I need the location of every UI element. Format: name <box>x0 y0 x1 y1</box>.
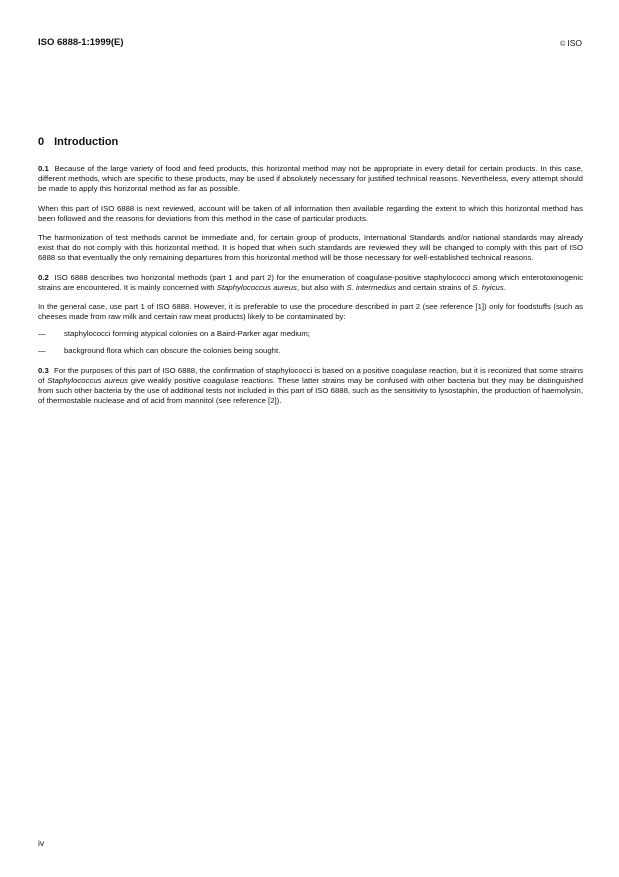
text-segment: In the general case, use part 1 of ISO 6888. However, it is preferable to use the procedure described in part 2 (see reference [1]) only for foodstuffs (such as cheeses made from raw milk and certain raw meat products) likely to be contaminated by: <box>38 302 583 321</box>
text-segment: . <box>503 282 506 292</box>
list-item-text: staphylococci forming atypical colonies on a Baird-Parker agar medium; <box>64 329 310 338</box>
copyright-org: ISO <box>567 38 582 48</box>
page-number: iv <box>38 838 45 848</box>
paragraph <box>38 204 583 224</box>
italic-term: S. hyicus <box>472 282 504 292</box>
document-body <box>38 164 583 415</box>
text-segment: Because of the large variety of food and feed products, this horizontal method may not be appropriate in every detail for certain products. In this case, different methods, which are specific to these products, may be used if absolutely necessary for justified technical reasons. Nevertheless, every attempt should be made to apply this horizontal method as far as possible. <box>38 164 583 193</box>
document-id: ISO 6888-1:1999(E) <box>38 37 124 48</box>
text-segment: and certain strains of <box>396 282 473 292</box>
list-item-text: background flora which can obscure the colonies being sought. <box>64 346 281 355</box>
list-item <box>38 346 583 356</box>
paragraph <box>38 273 583 293</box>
paragraph <box>38 233 583 263</box>
copyright-notice <box>560 38 582 48</box>
text-segment: ISO 6888 describes two horizontal methods (part 1 and part 2) for the enumeration of coagulase-positive staphylococci among which enterotoxinogenic strains are encountered. It is mainly concerned with <box>38 272 583 292</box>
paragraph <box>38 366 583 406</box>
text-segment: For the purposes of this part of ISO 6888, the confirmation of staphylococci is based on a positive coagulase reaction, but it is reconized that some strains of <box>38 365 584 385</box>
section-number: 0.3 <box>38 365 49 375</box>
list-item <box>38 329 583 339</box>
dash-bullet: — <box>38 329 46 338</box>
italic-term: Staphylococcus aureus <box>216 282 297 292</box>
italic-term: S. intermedius <box>346 282 397 292</box>
paragraph <box>38 164 583 194</box>
section-number: 0.2 <box>38 272 49 282</box>
section-number: 0.1 <box>38 164 49 173</box>
italic-term: Staphylococcus aureus <box>47 375 129 385</box>
text-segment: give weakly positive coagulase reactions. These latter strains may be confused with other bacteria but they may be distinguished from such other bacteria by the use of additional tests not included in this part of ISO 6888, such as the sensitivity to lysostaphin, the production of haemolysin, of thermostable nuclease and of acid from mannitol (see reference [2]). <box>38 375 584 405</box>
text-segment: When this part of ISO 6888 is next reviewed, account will be taken of all information then available regarding the extent to which this horizontal method has been followed and the reasons for deviations from this method in the case of particular products. <box>38 203 583 223</box>
section-heading <box>38 136 118 148</box>
dash-bullet: — <box>38 346 46 355</box>
text-segment: The harmonization of test methods cannot be immediate and, for certain group of products, International Standards and/or national standards may already exist that do not comply with this horizontal method. It is hoped that when such standards are reviewed they will be changed to comply with this part of ISO 6888 so that eventually the only remaining departures from this horizontal method will be those necessary for well-established technical reasons. <box>38 233 583 262</box>
text-segment: , but also with <box>296 282 347 292</box>
copyright-symbol: © <box>560 41 566 48</box>
heading-number: 0 <box>38 136 45 148</box>
heading-title: Introduction <box>54 136 119 148</box>
paragraph <box>38 302 583 322</box>
